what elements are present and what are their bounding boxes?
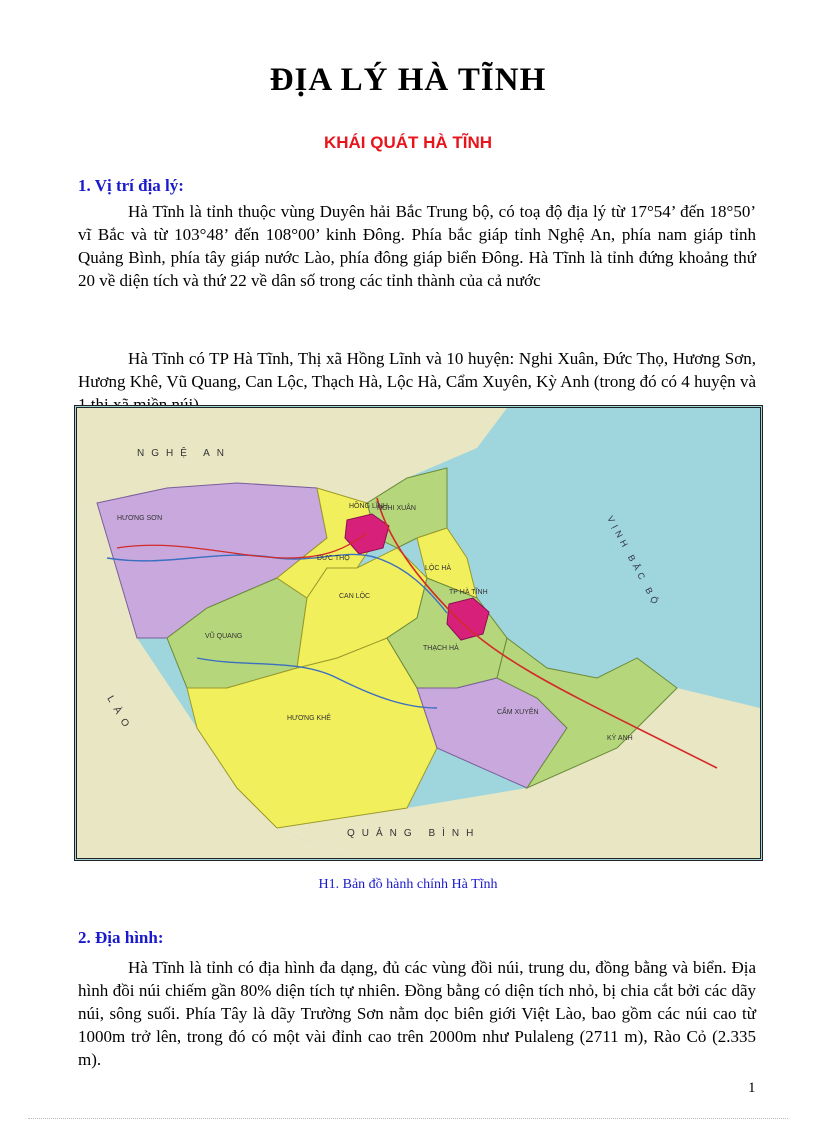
page-number: 1: [748, 1080, 756, 1096]
page-title: ĐỊA LÝ HÀ TĨNH: [269, 62, 547, 98]
map-label-ky-anh: KỲ ANH: [607, 735, 633, 742]
map-label-lao: LÀO: [104, 694, 135, 736]
map-label-can-loc: CAN LỘC: [339, 593, 371, 600]
section2-paragraph-1: Hà Tĩnh là tỉnh có địa hình đa dạng, đủ các vùng đồi núi, trung du, đồng bằng và biển. Địa hình đồi núi chiếm gần 80% diện tích tự nhiên. Đồng bằng có diện tích nhỏ, bị chia cắt bởi các dãy núi, sông suối. Phía Tây là dãy Trường Sơn nằm dọc biên giới Việt Lào, bao gồm các núi cao từ 1000m trở lên, trong đó có một vài đỉnh cao trên 2000m như Pulaleng (2711 m), Rào Cỏ (2.335 m).: [78, 958, 756, 1069]
map-label-thach-ha: THẠCH HÀ: [423, 645, 459, 652]
map-label-vu-quang: VŨ QUANG: [205, 633, 243, 640]
section1-paragraph-2: Hà Tĩnh có TP Hà Tĩnh, Thị xã Hồng Lĩnh và 10 huyện: Nghi Xuân, Đức Thọ, Hương Sơn, Hương Khê, Vũ Quang, Can Lộc, Thạch Hà, Lộc Hà, Cẩm Xuyên, Kỳ Anh (trong đó có 4 huyện và: [78, 349, 756, 391]
map-label-loc-ha: LỘC HÀ: [425, 565, 452, 572]
section1-paragraph-1: Hà Tĩnh là tỉnh thuộc vùng Duyên hải Bắc Trung bộ, có toạ độ địa lý từ 17°54’ đến 18°50’ vĩ Bắc và từ 103°48’ đến 108°00’ kinh Đông. Phía bắc giáp tỉnh Nghệ An, phía nam giáp tỉnh Quảng Bình, phía tây giáp nước Lào, phía đông giáp biển Đông. Hà Tĩnh là tỉnh đứng khoảng thứ 20 về diện tích và thứ 22 về dân số trong các tỉnh thành của cả nước: [78, 202, 756, 290]
page-footer-divider: [28, 1118, 788, 1119]
map-caption: H1. Bản đồ hành chính Hà Tĩnh: [318, 877, 498, 892]
map-label-huong-son: HƯƠNG SƠN: [117, 515, 163, 522]
administrative-map: [74, 405, 763, 861]
map-label-ha-tinh: TP HÀ TĨNH: [449, 589, 488, 596]
section1-heading: 1. Vị trí địa lý:: [78, 176, 184, 195]
map-label-huong-khe: HƯƠNG KHÊ: [287, 715, 331, 722]
page-subtitle: KHÁI QUÁT HÀ TĨNH: [323, 133, 493, 152]
map-label-vinh-bac-bo: VỊNH BẮC BỘ: [605, 514, 662, 610]
map-label-cam-xuyen: CẨM XUYÊN: [497, 709, 539, 716]
map-label-duc-tho: ĐỨC THỌ: [317, 555, 350, 562]
section2-heading: 2. Địa hình:: [78, 928, 164, 947]
map-graphic: [77, 408, 760, 858]
map-label-hong-linh: HỒNG LĨNH: [349, 503, 388, 510]
map-label-nghi-xuan: NGHI XUÂN: [377, 505, 416, 512]
map-label-quang-binh: QUẢNG BÌNH: [347, 828, 481, 839]
map-label-nghe-an: NGHỆ AN: [137, 448, 232, 459]
